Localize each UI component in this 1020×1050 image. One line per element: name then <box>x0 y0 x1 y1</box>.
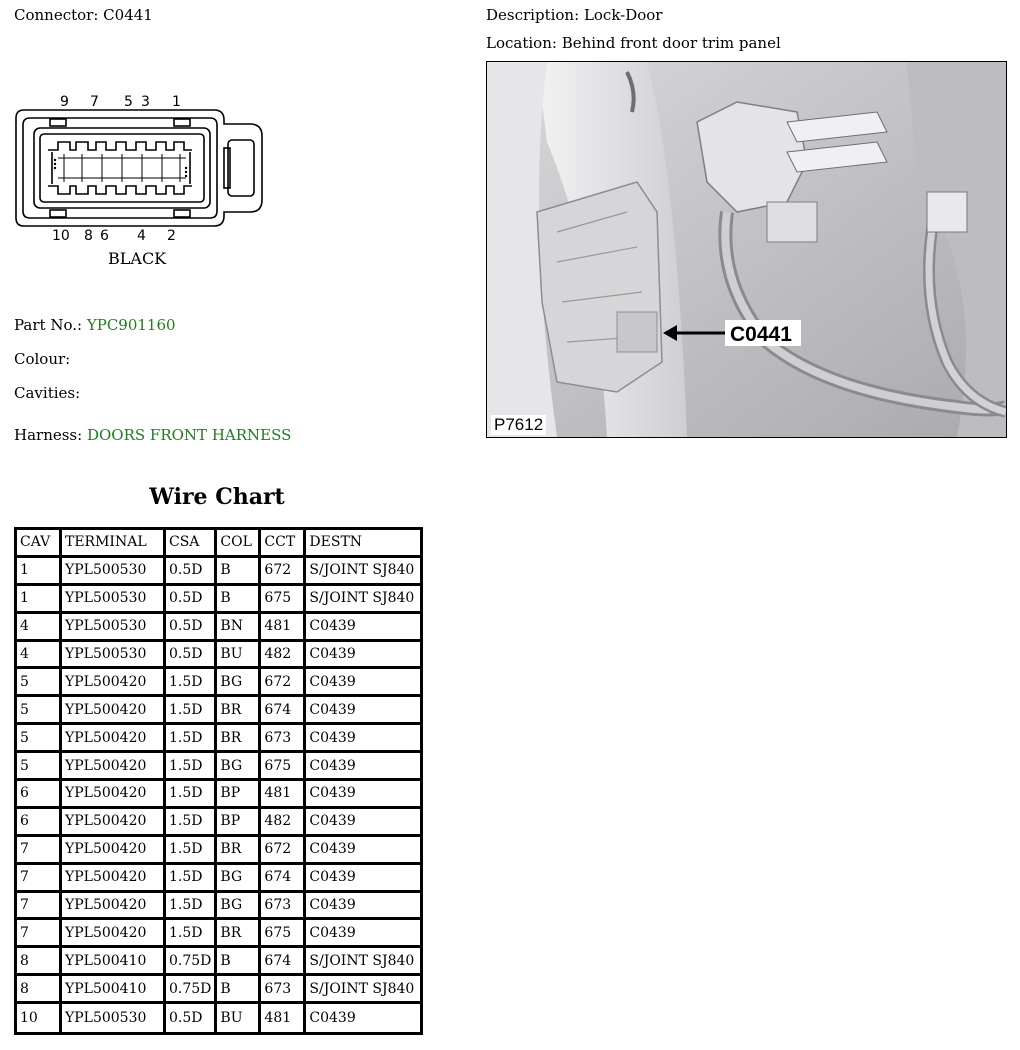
harness-link[interactable]: DOORS FRONT HARNESS <box>86 426 292 444</box>
cell-col: B <box>217 976 261 1004</box>
wire-chart-body <box>17 558 420 1032</box>
cell-csa: 0.75D <box>166 976 217 1004</box>
cell-cct: 674 <box>261 948 306 976</box>
cell-terminal: YPL500410 <box>62 948 166 976</box>
door-interior-illustration <box>487 62 1006 437</box>
connector-face-diagram <box>14 88 274 268</box>
cell-cct: 482 <box>261 642 306 670</box>
part-number-line <box>14 316 176 334</box>
cell-destn: C0439 <box>306 920 420 948</box>
cell-destn: C0439 <box>306 837 420 865</box>
cell-csa: 0.5D <box>166 558 217 586</box>
cell-terminal: YPL500420 <box>62 893 166 921</box>
cell-col: BP <box>217 809 261 837</box>
cell-terminal: YPL500420 <box>62 725 166 753</box>
colour-label: Colour: <box>14 350 71 368</box>
cell-cct: 672 <box>261 558 306 586</box>
cell-cct: 481 <box>261 1004 306 1032</box>
cell-col: BR <box>217 725 261 753</box>
cell-cav: 8 <box>17 976 62 1004</box>
cell-destn: S/JOINT SJ840 <box>306 558 420 586</box>
cell-cct: 672 <box>261 837 306 865</box>
cell-col: B <box>217 586 261 614</box>
cell-terminal: YPL500420 <box>62 669 166 697</box>
cell-csa: 1.5D <box>166 669 217 697</box>
table-row <box>17 586 420 614</box>
description-value: Lock-Door <box>583 6 663 24</box>
cell-destn: C0439 <box>306 614 420 642</box>
cell-col: BU <box>217 1004 261 1032</box>
pin-number-bottom: 10 <box>52 228 70 244</box>
connector-label: Connector: <box>14 6 99 24</box>
cell-col: BN <box>217 614 261 642</box>
column-header-cav: CAV <box>17 530 62 558</box>
table-row <box>17 697 420 725</box>
table-row <box>17 669 420 697</box>
cell-col: BR <box>217 920 261 948</box>
column-header-cct: CCT <box>261 530 306 558</box>
cell-destn: C0439 <box>306 669 420 697</box>
table-row <box>17 893 420 921</box>
cell-terminal: YPL500420 <box>62 920 166 948</box>
cell-col: B <box>217 948 261 976</box>
cell-cct: 675 <box>261 920 306 948</box>
cell-terminal: YPL500530 <box>62 558 166 586</box>
connector-face-drawing <box>14 88 274 268</box>
cell-terminal: YPL500530 <box>62 1004 166 1032</box>
cell-terminal: YPL500420 <box>62 781 166 809</box>
cell-cav: 7 <box>17 837 62 865</box>
cell-col: BU <box>217 642 261 670</box>
table-row <box>17 920 420 948</box>
cell-col: BP <box>217 781 261 809</box>
cell-col: B <box>217 558 261 586</box>
cell-cav: 7 <box>17 893 62 921</box>
cell-cct: 673 <box>261 893 306 921</box>
cell-cct: 673 <box>261 725 306 753</box>
cell-cct: 674 <box>261 697 306 725</box>
cell-destn: C0439 <box>306 809 420 837</box>
connector-id: C0441 <box>103 6 153 24</box>
table-row <box>17 837 420 865</box>
cell-destn: C0439 <box>309 1010 356 1027</box>
description-line <box>486 6 662 24</box>
cell-col: BG <box>217 865 261 893</box>
cell-csa: 1.5D <box>166 893 217 921</box>
table-row <box>17 865 420 893</box>
pin-number-top: 5 <box>124 94 133 110</box>
location-value: Behind front door trim panel <box>561 34 781 52</box>
cell-col: BG <box>217 893 261 921</box>
column-header-csa: CSA <box>166 530 217 558</box>
connector-callout-label: C0441 <box>730 323 792 346</box>
cell-cct: 482 <box>261 809 306 837</box>
cell-cav: 1 <box>17 558 62 586</box>
cell-cav: 6 <box>17 781 62 809</box>
location-label: Location: <box>486 34 557 52</box>
cell-cav: 4 <box>17 642 62 670</box>
cell-destn: C0439 <box>306 893 420 921</box>
cell-terminal: YPL500420 <box>62 697 166 725</box>
cell-col: BR <box>217 837 261 865</box>
cell-csa: 1.5D <box>166 865 217 893</box>
cell-destn: S/JOINT SJ840 <box>306 976 420 1004</box>
table-row <box>17 558 420 586</box>
cell-csa: 1.5D <box>166 725 217 753</box>
cell-terminal: YPL500420 <box>62 753 166 781</box>
cell-cav: 1 <box>17 586 62 614</box>
table-row <box>17 809 420 837</box>
cell-csa: 1.5D <box>166 837 217 865</box>
cell-cav: 5 <box>17 697 62 725</box>
cell-destn: C0439 <box>306 781 420 809</box>
connector-colour-label: BLACK <box>108 249 167 268</box>
table-row <box>17 614 420 642</box>
table-row <box>17 1004 420 1032</box>
cell-cct: 481 <box>261 614 306 642</box>
cell-cav: 5 <box>17 725 62 753</box>
cell-cav: 4 <box>17 614 62 642</box>
pin-number-top: 9 <box>60 94 69 110</box>
cavities-label: Cavities: <box>14 384 81 402</box>
table-row <box>17 642 420 670</box>
cell-cav: 6 <box>17 809 62 837</box>
location-photo <box>486 61 1007 438</box>
cell-destn: C0439 <box>306 753 420 781</box>
cell-csa: 0.5D <box>166 586 217 614</box>
location-line <box>486 34 781 52</box>
cell-csa: 0.75D <box>166 948 217 976</box>
cell-csa: 1.5D <box>166 697 217 725</box>
cell-csa: 0.5D <box>166 614 217 642</box>
cell-terminal: YPL500410 <box>62 976 166 1004</box>
part-number-link[interactable]: YPC901160 <box>86 316 176 334</box>
pin-number-bottom: 2 <box>167 228 176 244</box>
wire-chart-title: Wire Chart <box>149 484 285 510</box>
colour-line <box>14 350 70 368</box>
description-label: Description: <box>486 6 580 24</box>
cell-csa: 1.5D <box>166 781 217 809</box>
cell-terminal: YPL500530 <box>62 614 166 642</box>
table-header-row <box>17 530 420 558</box>
wire-chart-table <box>14 527 423 1035</box>
cell-cct: 672 <box>261 669 306 697</box>
cell-terminal: YPL500530 <box>62 642 166 670</box>
cell-terminal: YPL500420 <box>62 837 166 865</box>
pin-number-top: 1 <box>172 94 181 110</box>
pin-number-top: 7 <box>90 94 99 110</box>
table-row <box>17 781 420 809</box>
cell-cav: 7 <box>17 920 62 948</box>
cell-csa: 0.5D <box>166 642 217 670</box>
cell-terminal: YPL500420 <box>62 809 166 837</box>
cell-cct: 673 <box>261 976 306 1004</box>
cell-cav: 5 <box>17 669 62 697</box>
connector-heading <box>14 6 153 24</box>
part-number-label: Part No.: <box>14 316 83 334</box>
cell-col: BR <box>217 697 261 725</box>
cell-csa: 1.5D <box>166 809 217 837</box>
cell-destn: S/JOINT SJ840 <box>306 948 420 976</box>
cell-cav: 7 <box>17 865 62 893</box>
cell-cct: 674 <box>261 865 306 893</box>
cell-cct: 481 <box>261 781 306 809</box>
cell-col: BG <box>217 753 261 781</box>
cell-cav: 10 <box>17 1004 62 1032</box>
cell-destn: C0439 <box>306 697 420 725</box>
cell-terminal: YPL500530 <box>62 586 166 614</box>
cell-destn: C0439 <box>306 642 420 670</box>
cell-cct: 675 <box>261 753 306 781</box>
table-row <box>17 976 420 1004</box>
table-row <box>17 725 420 753</box>
pin-number-bottom: 6 <box>100 228 109 244</box>
cell-csa: 0.5D <box>166 1004 217 1032</box>
table-row <box>17 753 420 781</box>
column-header-destn: DESTN <box>306 530 420 558</box>
cell-csa: 1.5D <box>166 920 217 948</box>
cell-destn: C0439 <box>306 725 420 753</box>
cell-cav: 5 <box>17 753 62 781</box>
cell-cav: 8 <box>17 948 62 976</box>
column-header-col: COL <box>217 530 261 558</box>
pin-number-bottom: 4 <box>137 228 146 244</box>
photo-id: P7612 <box>491 415 546 435</box>
cell-destn: C0439 <box>306 865 420 893</box>
cavities-line <box>14 384 80 402</box>
harness-line <box>14 426 291 444</box>
harness-label: Harness: <box>14 426 83 444</box>
cell-col: BG <box>217 669 261 697</box>
cell-terminal: YPL500420 <box>62 865 166 893</box>
pin-number-top: 3 <box>141 94 150 110</box>
cell-destn: S/JOINT SJ840 <box>306 586 420 614</box>
cell-cct: 675 <box>261 586 306 614</box>
cell-csa: 1.5D <box>166 753 217 781</box>
pin-number-bottom: 8 <box>84 228 93 244</box>
column-header-terminal: TERMINAL <box>62 530 166 558</box>
table-row <box>17 948 420 976</box>
